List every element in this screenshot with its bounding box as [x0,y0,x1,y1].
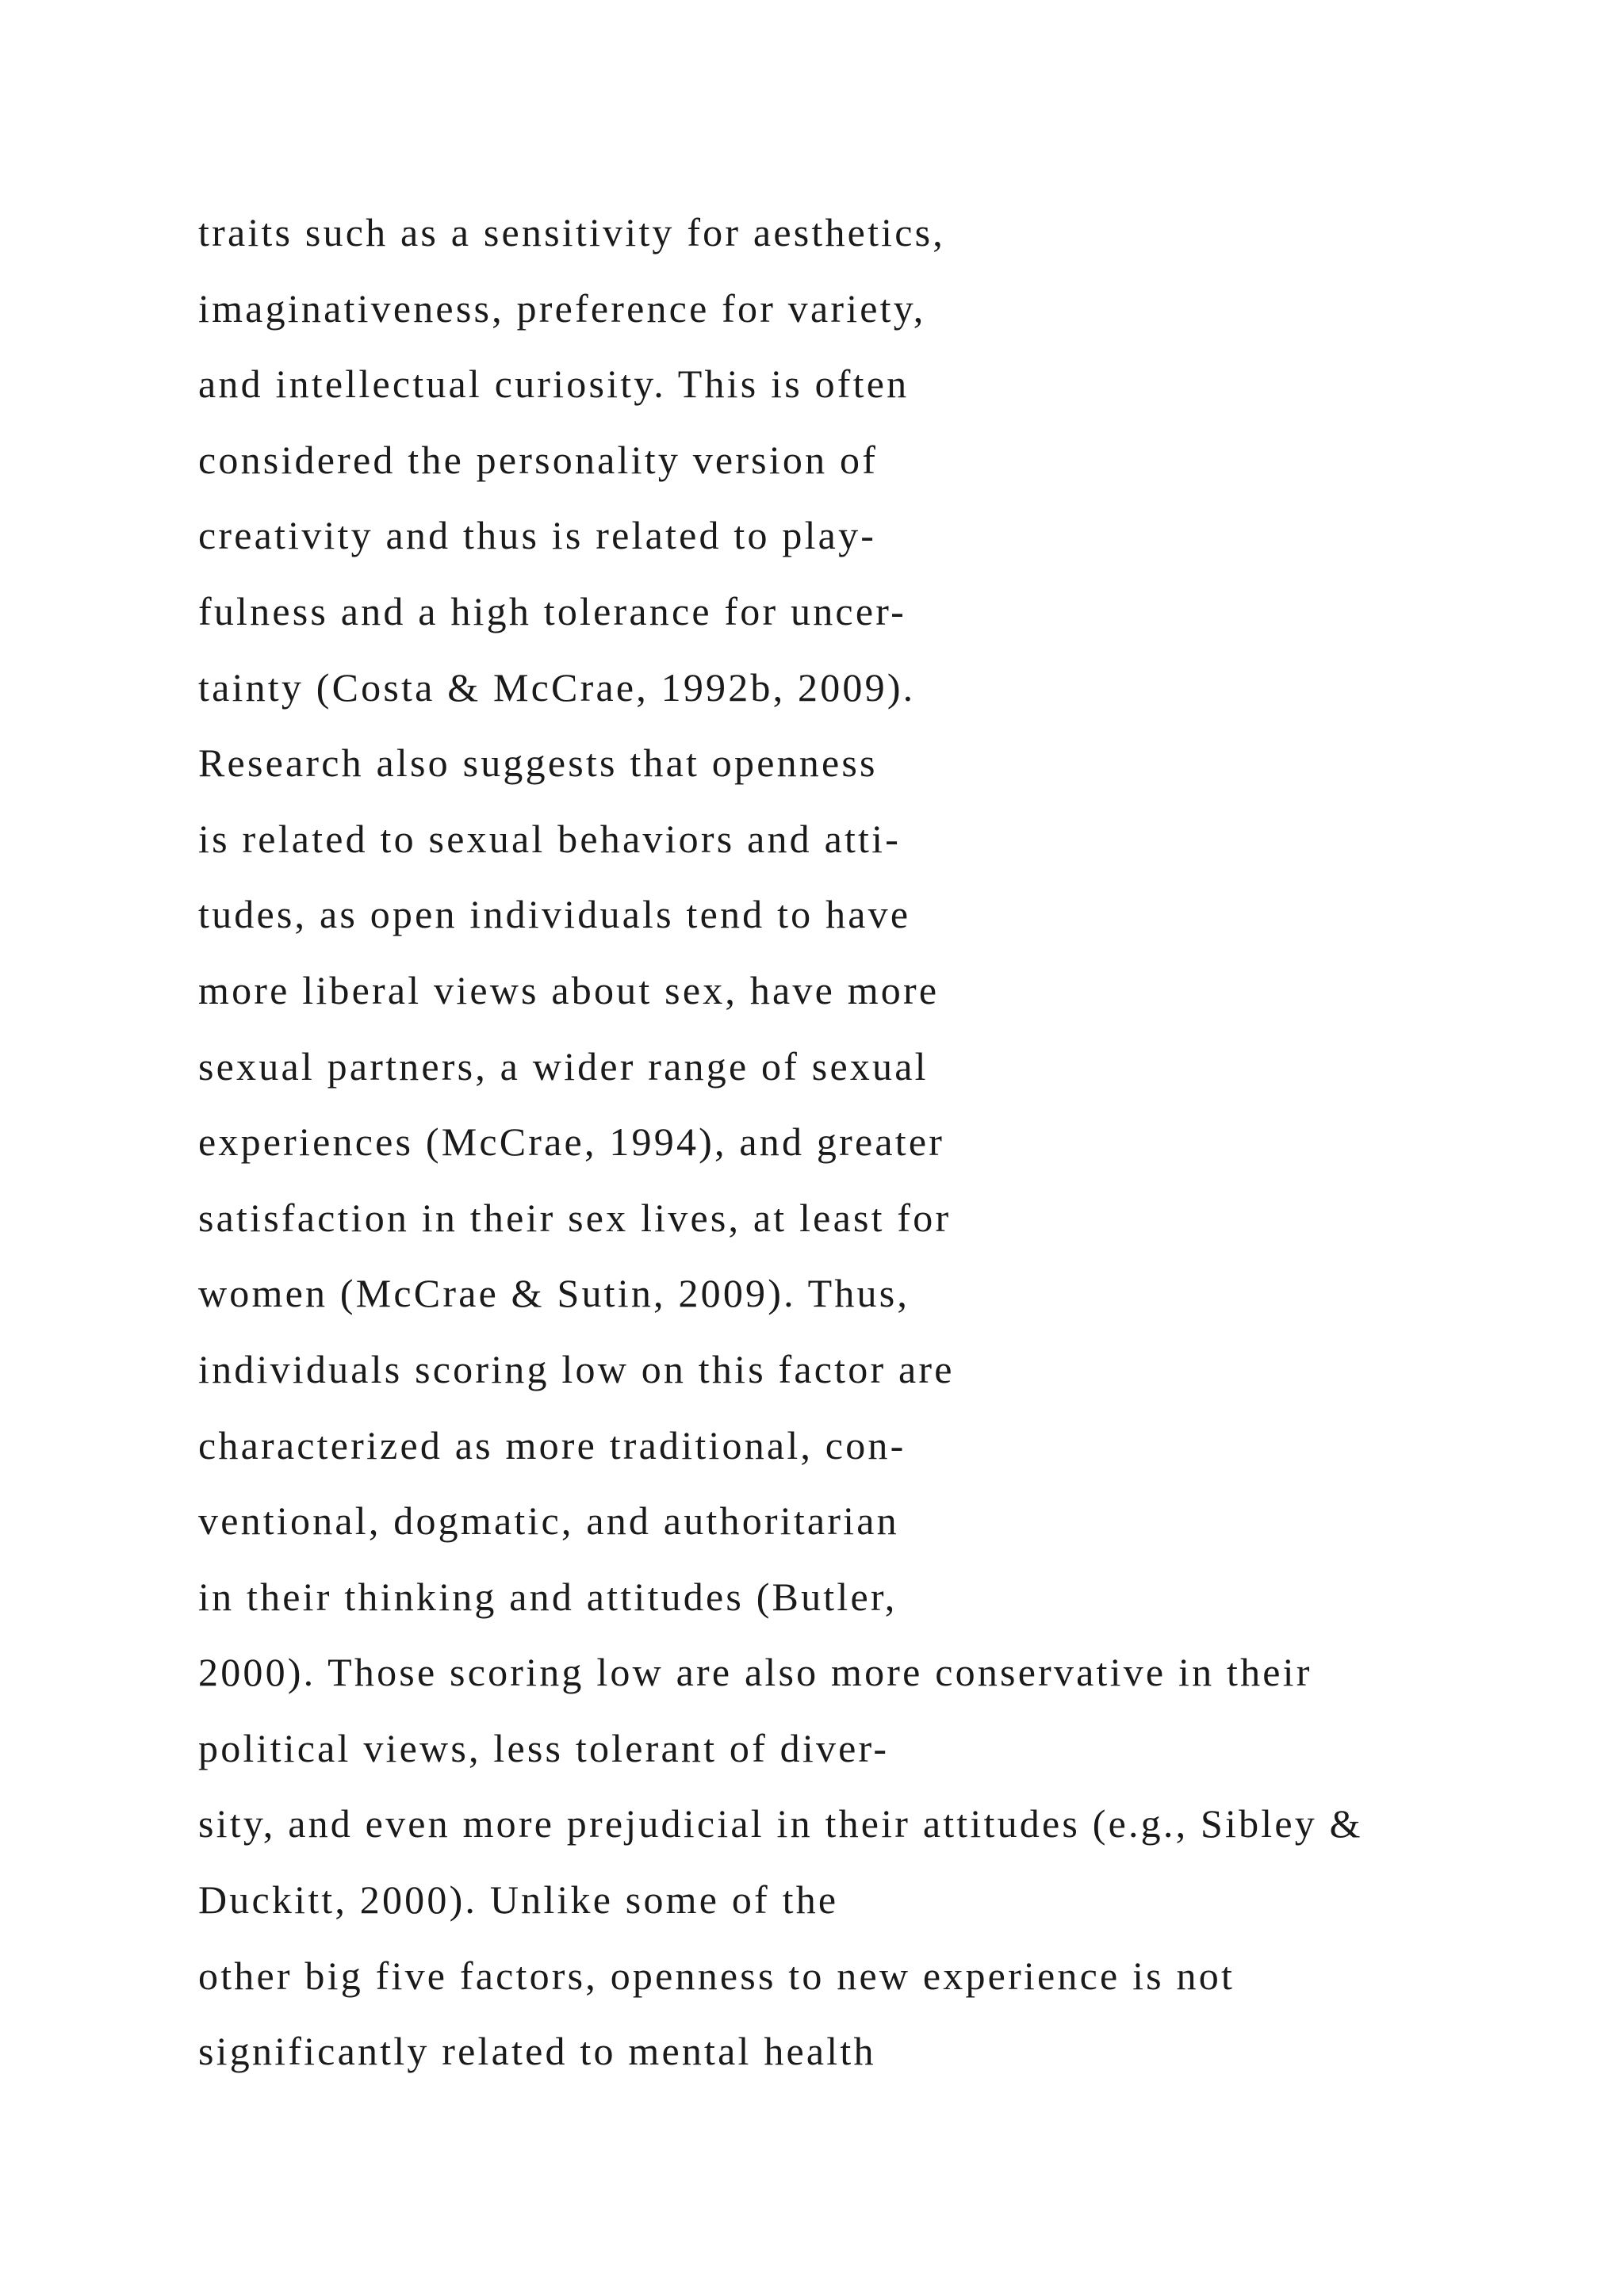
text-line: is related to sexual behaviors and atti- [198,816,902,861]
text-line: Research also suggests that openness [198,740,878,786]
text-line: more liberal views about sex, have more [198,967,940,1012]
text-line: imaginativeness, preference for variety, [198,285,926,331]
text-line: significantly related to mental health [198,2029,876,2074]
text-line: experiences (McCrae, 1994), and greater [198,1119,945,1165]
text-line: considered the personality version of [198,437,879,482]
text-line: characterized as more traditional, con- [198,1422,906,1468]
text-line: creativity and thus is related to play- [198,513,877,558]
body-text [198,195,1546,2090]
text-line: political views, less tolerant of diver- [198,1725,890,1770]
text-line: individuals scoring low on this factor are [198,1346,955,1391]
text-line: traits such as a sensitivity for aesthetics, [198,210,945,254]
text-line: fulness and a high tolerance for uncer- [198,588,906,633]
text-line: ventional, dogmatic, and authoritarian [198,1498,899,1544]
text-line: in their thinking and attitudes (Butler, [198,1574,898,1619]
text-line: tainty (Costa & McCrae, 1992b, 2009). [198,664,916,710]
text-line: sexual partners, a wider range of sexual [198,1043,929,1089]
text-line: 2000). Those scoring low are also more conservative in their [198,1650,1312,1695]
text-line: and intellectual curiosity. This is often [198,362,910,407]
text-line: Duckitt, 2000). Unlike some of the [198,1877,839,1923]
text-line: satisfaction in their sex lives, at least for [198,1195,952,1240]
text-line: sity, and even more prejudicial in their attitudes (e.g., Sibley & [198,1801,1363,1846]
text-line: other big five factors, openness to new experience is not [198,1953,1235,1998]
text-line: women (McCrae & Sutin, 2009). Thus, [198,1271,910,1316]
text-line: tudes, as open individuals tend to have [198,892,911,937]
